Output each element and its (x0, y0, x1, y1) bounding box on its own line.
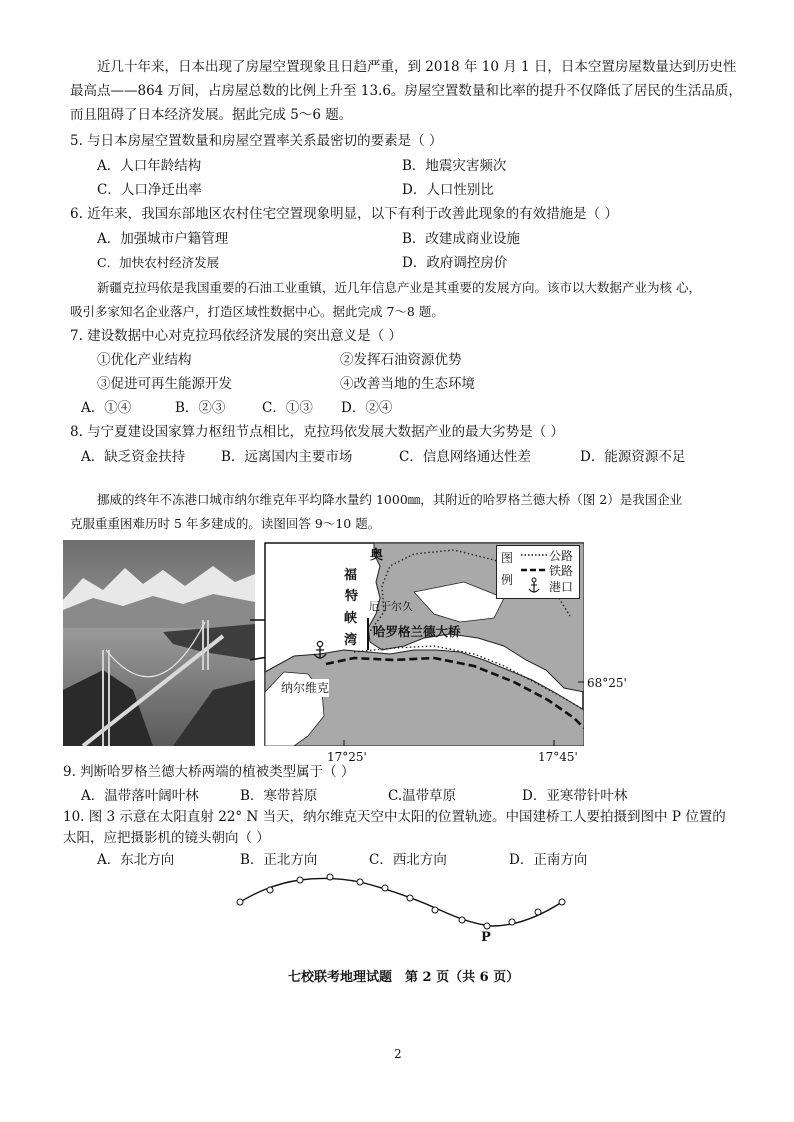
legend-title-2: 例 (501, 573, 514, 587)
question-7-option-b: B．②③ (175, 400, 226, 416)
question-9-stem: 9. 判断哈罗格兰德大桥两端的植被类型属于（ ） (63, 764, 355, 780)
bridge-photo (63, 540, 255, 746)
legend-rail: 铁路 (549, 564, 574, 578)
point-p-label: P (481, 930, 491, 945)
question-10-stem-line1: 10. 图 3 示意在太阳直射 22° N 当天，纳尔维克天空中太阳的位置轨迹。中国建桥工人要拍摄到图中 P 位置的 (63, 809, 726, 825)
question-8-option-b: B．远离国内主要市场 (221, 449, 353, 465)
question-7-item-2: ②发挥石油资源优势 (340, 352, 462, 368)
question-10-option-a: A．东北方向 (97, 852, 175, 868)
fjord-label-char-3: 特 (345, 589, 359, 604)
question-7-option-c: C．①③ (262, 400, 313, 416)
question-6-option-c: C．加快农村经济发展 (97, 255, 220, 270)
longitude-right-label: 17°45' (538, 750, 578, 764)
intro-9-10-line2: 克服重重困难历时 5 年多建成的。读图回答 9～10 题。 (70, 516, 381, 531)
question-10-option-d: D．正南方向 (509, 852, 588, 868)
latitude-label: 68°25' (587, 676, 627, 690)
fjord-label-char-1: 奥 (370, 548, 384, 563)
question-6-stem: 6. 近年来，我国东部地区农村住宅空置现象明显，以下有利于改善此现象的有效措施是（ ） (70, 206, 618, 222)
question-6-option-b: B．改建成商业设施 (402, 231, 520, 247)
intro-5-6-line2: 最高点——864 万间，占房屋总数的比例上升至 13.6。房屋空置数量和比率的提升不仅降低了居民的生活品质， (70, 83, 742, 99)
question-8-option-a: A．缺乏资金扶持 (81, 449, 186, 465)
question-5-option-c: C．人口净迁出率 (97, 182, 202, 198)
question-5-option-a: A．人口年龄结构 (97, 158, 202, 174)
fjord-label-char-2: 福 (344, 568, 358, 583)
page-number: 2 (394, 1047, 402, 1061)
intro-7-8-line1: 新疆克拉玛依是我国重要的石油工业重镇，近几年信息产业是其重要的发展方向。该市以大数据产业为核 心， (97, 280, 701, 295)
longitude-left-label: 17°25' (327, 750, 367, 764)
legend-road: 公路 (549, 549, 574, 563)
question-8-option-c: C．信息网络通达性差 (399, 449, 531, 465)
question-10-option-c: C．西北方向 (369, 852, 447, 868)
narvik-label: 纳尔维克 (281, 681, 330, 695)
intro-9-10-line1: 挪威的终年不冻港口城市纳尔维克年平均降水量约 1000㎜，其附近的哈罗格兰德大桥（图 2）是我国企业 (97, 492, 683, 507)
question-7-item-3: ③促进可再生能源开发 (97, 376, 232, 392)
question-5-option-d: D．人口性别比 (402, 182, 494, 198)
question-9-option-a: A．温带落叶阔叶林 (81, 788, 199, 804)
legend-port: 港口 (549, 580, 574, 594)
question-8-option-d: D．能源资源不足 (580, 449, 686, 465)
question-7-item-1: ①优化产业结构 (97, 352, 192, 368)
question-10-option-b: B．正北方向 (240, 852, 318, 868)
question-7-option-d: D．②④ (341, 400, 393, 416)
question-7-option-a: A．①④ (81, 400, 132, 416)
footer-title: 七校联考地理试题 第 2 页（共 6 页） (288, 970, 520, 985)
legend-title-1: 图 (501, 551, 514, 565)
question-8-stem: 8. 与宁夏建设国家算力枢纽节点相比，克拉玛依发展大数据产业的最大劣势是（ ） (70, 424, 564, 440)
intro-5-6-line3: 而且阻碍了日本经济发展。据此完成 5～6 题。 (70, 107, 353, 123)
intro-7-8-line2: 吸引多家知名企业落户，打造区域性数据中心。据此完成 7～8 题。 (70, 304, 444, 319)
question-5-option-b: B．地震灾害频次 (402, 158, 507, 174)
fjord-label-char-4: 峡 (344, 611, 358, 626)
question-10-stem-line2: 太阳，应把摄影机的镜头朝向（ ） (63, 830, 270, 846)
question-7-stem: 7. 建设数据中心对克拉玛依经济发展的突出意义是（ ） (70, 328, 402, 344)
question-9-option-b: B．寒带苔原 (240, 788, 318, 804)
question-7-item-4: ④改善当地的生态环境 (340, 376, 475, 392)
question-6-option-a: A．加强城市户籍管理 (97, 231, 229, 247)
sun-path-diagram (230, 868, 570, 948)
question-9-option-d: D．亚寒带针叶林 (522, 788, 628, 804)
question-6-option-d: D．政府调控房价 (402, 255, 508, 271)
question-9-option-c: C.温带草原 (388, 788, 457, 804)
question-5-stem: 5. 与日本房屋空置数量和房屋空置率关系最密切的要素是（ ） (70, 133, 443, 149)
north-town-label: 厄于尔久 (369, 600, 413, 613)
fjord-label-char-5: 湾 (344, 633, 358, 648)
bridge-label: 哈罗格兰德大桥 (373, 624, 461, 639)
map-legend (496, 545, 580, 599)
intro-5-6-line1: 近几十年来，日本出现了房屋空置现象且日趋严重，到 2018 年 10 月 1 日，日本空置房屋数量达到历史性 (97, 59, 737, 75)
